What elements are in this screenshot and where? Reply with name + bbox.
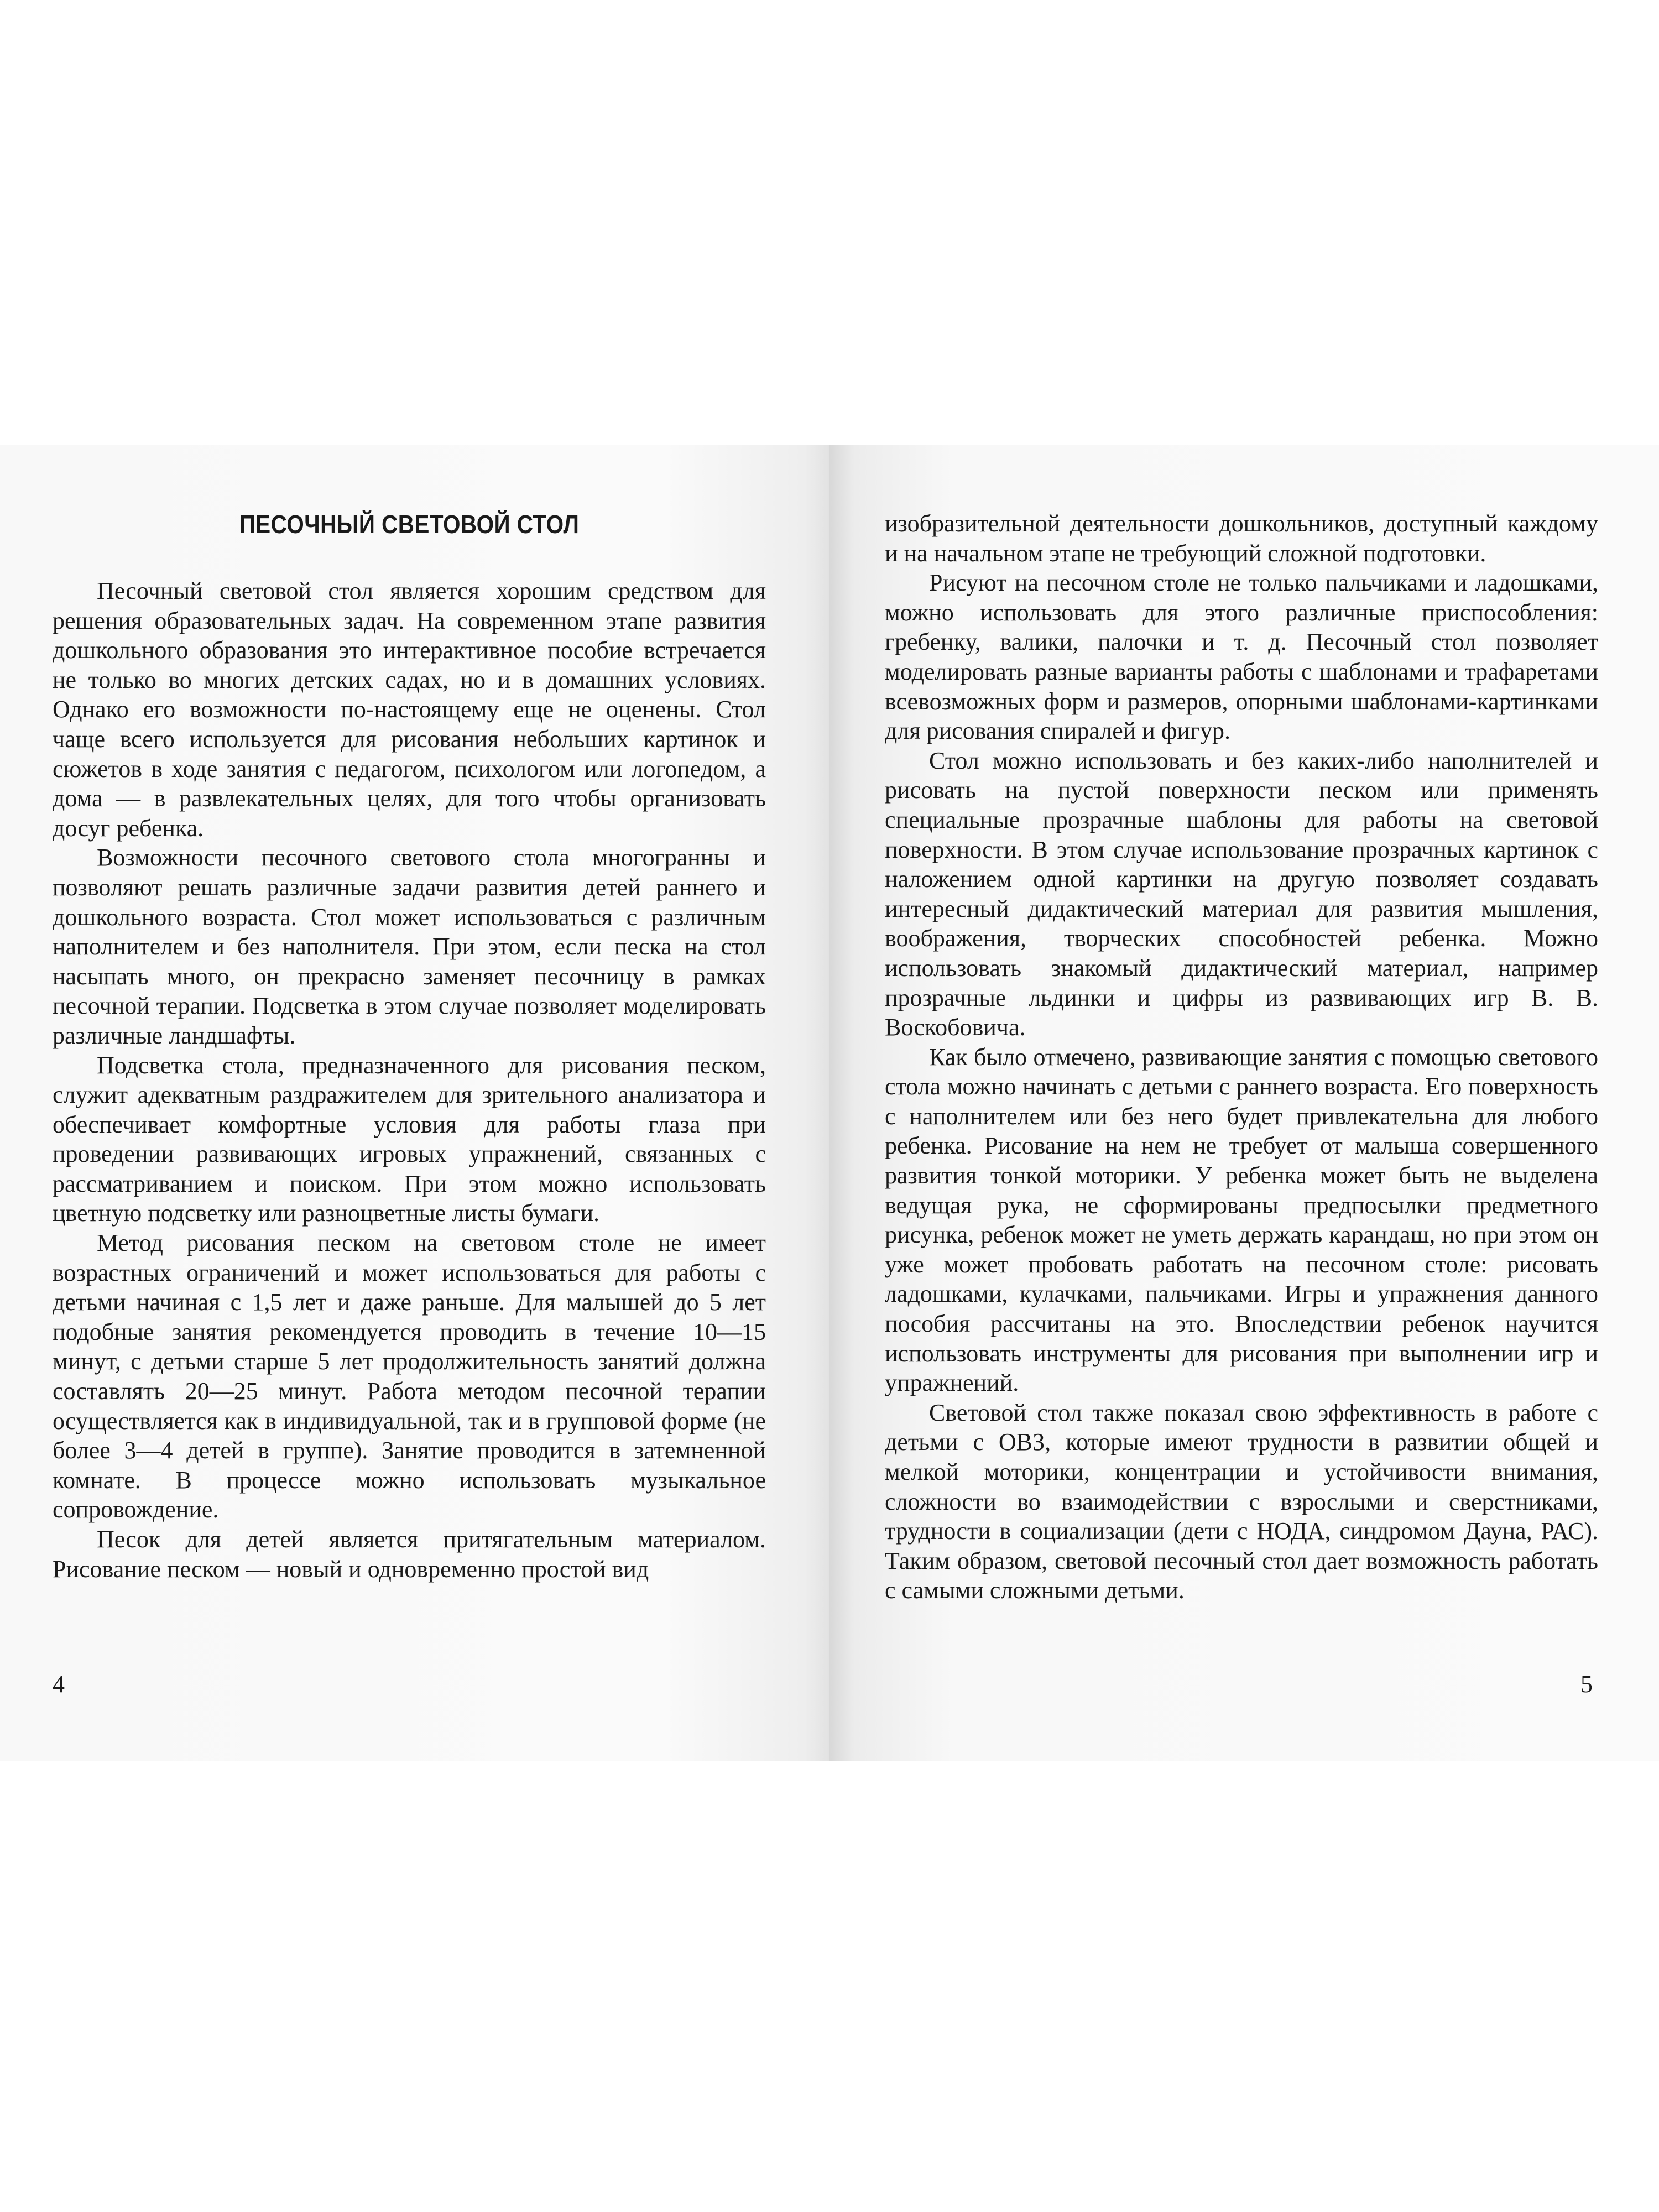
book-spread xyxy=(0,445,1659,1761)
right-text-column xyxy=(885,509,1598,1605)
right-paragraph-1: Рисуют на песочном столе не только пальчиками и ладошками, можно использовать для этого различные приспособления: гребенку, валики, палочки и т. д. Песочный стол позволяет моделировать разные варианты работы с шаблонами и трафаретами всевозможных форм и размеров, опорными шаблонами-картинками для рисования спиралей и фигур. xyxy=(885,569,1598,745)
left-paragraph-4: Метод рисования песком на световом столе не имеет возрастных ограничений и может использоваться для работы с детьми начиная с 1,5 лет и даже раньше. Для малышей до 5 лет подобные занятия рекомендуется проводить в течение 10—15 минут, с детьми старше 5 лет продолжительность занятий должна составлять 20—25 минут. Работа методом песочной терапии осуществляется как в индивидуальной, так и в групповой форме (не более 3—4 детей в группе). Занятие проводится в затемненной комнате. В процессе можно использовать музыкальное сопровождение. xyxy=(53,1229,766,1524)
left-paragraph-1: Песочный световой стол является хорошим средством для решения образовательных задач. На современном этапе развития дошкольного образования это интерактивное пособие встречается не только во многих детских садах, но и в домашних условиях. Однако его возможности по-настоящему еще не оценены. Стол чаще всего используется для рисования небольших картинок и сюжетов в ходе занятия с педагогом, психологом или логопедом, а дома — в развлекательных целях, для того чтобы организовать досуг ребенка. xyxy=(53,577,766,842)
chapter-heading: ПЕСОЧНЫЙ СВЕТОВОЙ СТОЛ xyxy=(239,510,580,539)
left-page-number: 4 xyxy=(53,1671,65,1698)
left-text-column xyxy=(53,509,766,1584)
right-paragraph-4: Световой стол также показал свою эффективность в работе с детьми с ОВЗ, которые имеют трудности в развитии общей и мелкой моторики, концентрации и устойчивости внимания, сложности во взаимодействии с взрослыми и сверстниками, трудности в социализации (дети с НОДА, синдромом Дауна, РАС). Таким образом, световой песочный стол дает возможность работать с самыми сложными детьми. xyxy=(885,1399,1598,1604)
left-paragraph-5: Песок для детей является притягательным материалом. Рисование песком — новый и одновременно простой вид xyxy=(53,1526,766,1583)
right-paragraph-3: Как было отмечено, развивающие занятия с помощью светового стола можно начинать с детьми с раннего возраста. Его поверхность с наполнителем или без него будет привлекательна для любого ребенка. Рисование на нем не требует от малыша совершенного развития тонкой моторики. У ребенка может быть не выделена ведущая рука, не сформированы предпосылки предметного рисунка, ребенок может не уметь держать карандаш, но при этом он уже может пробовать работать на песочном столе: рисовать ладошками, кулачками, пальчиками. Игры и упражнения данного пособия рассчитаны на это. Впоследствии ребенок научится использовать инструменты для рисования при выполнении игр и упражнений. xyxy=(885,1043,1598,1397)
right-paragraph-2: Стол можно использовать и без каких-либо наполнителей и рисовать на пустой поверхности песком или применять специальные прозрачные шаблоны для работы на световой поверхности. В этом случае использование прозрачных картинок с наложением одной картинки на другую позволяет создавать интересный дидактический материал для развития мышления, воображения, творческих способностей ребенка. Можно использовать знакомый дидактический материал, например прозрачные льдинки и цифры из развивающих игр В. В. Воскобовича. xyxy=(885,747,1598,1041)
left-paragraph-2: Возможности песочного светового стола многогранны и позволяют решать различные задачи развития детей раннего и дошкольного возраста. Стол может использоваться с различным наполнителем и без наполнителя. При этом, если песка на стол насыпать много, он прекрасно заменяет песочницу в рамках песочной терапии. Подсветка в этом случае позволяет моделировать различные ландшафты. xyxy=(53,844,766,1049)
right-page xyxy=(830,445,1659,1761)
right-continuation-paragraph: изобразительной деятельности дошкольников, доступный каждому и на начальном этапе не требующий сложной подготовки. xyxy=(885,510,1598,567)
left-paragraph-3: Подсветка стола, предназначенного для рисования песком, служит адекватным раздражителем для зрительного анализатора и обеспечивает комфортные условия для работы глаза при проведении развивающих игровых упражнений, связанных с рассматриванием и поиском. При этом можно использовать цветную подсветку или разноцветные листы бумаги. xyxy=(53,1051,766,1227)
left-page xyxy=(0,445,830,1761)
right-page-number: 5 xyxy=(1580,1671,1593,1698)
